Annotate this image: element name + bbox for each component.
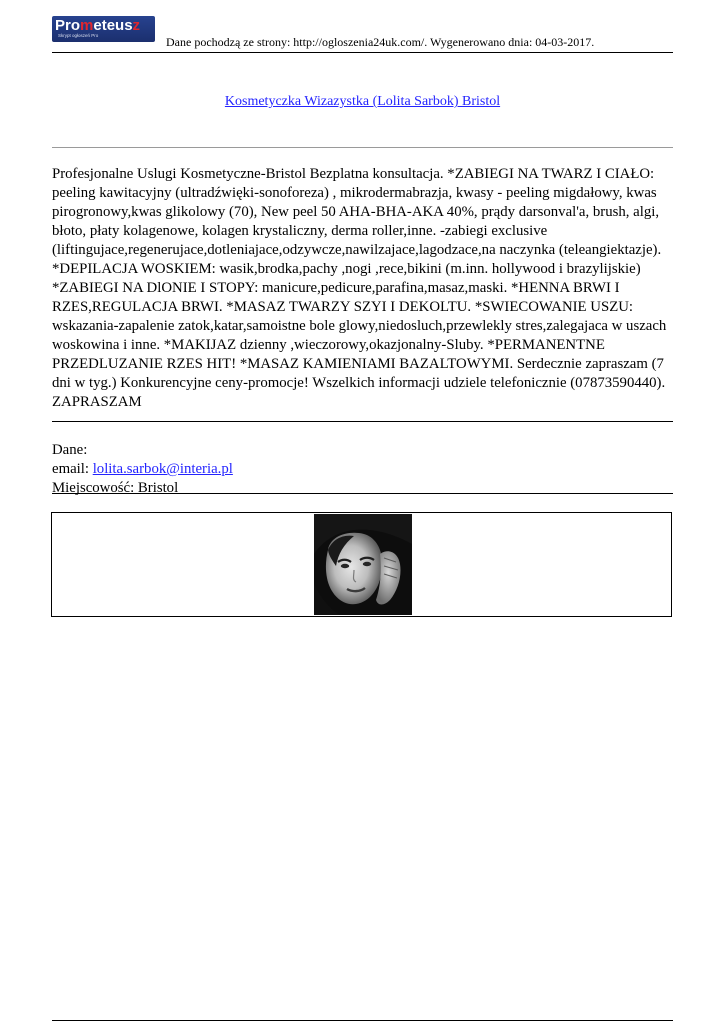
portrait-image bbox=[314, 514, 412, 615]
prometeusz-logo bbox=[52, 16, 155, 42]
description-divider bbox=[52, 421, 673, 422]
contact-divider bbox=[52, 493, 673, 494]
email-line bbox=[52, 460, 233, 479]
footer-divider bbox=[52, 1020, 673, 1021]
listing-photo bbox=[314, 514, 412, 615]
city-label: Miejscowość: bbox=[52, 480, 138, 496]
photo-frame bbox=[51, 512, 672, 617]
city-line bbox=[52, 479, 233, 498]
city-value: Bristol bbox=[137, 480, 179, 496]
listing-title-link[interactable]: Kosmetyczka Wizazystka (Lolita Sarbok) Bristol bbox=[224, 94, 501, 109]
email-link[interactable]: lolita.sarbok@interia.pl bbox=[92, 461, 233, 477]
listing-description: Profesjonalne Uslugi Kosmetyczne-Bristol Bezplatna konsultacja. *ZABIEGI NA TWARZ I CIAŁO: peeling kawitacyjny (ultradźwięki-sonoforeza) , mikrodermabrazja, kwasy - peeling migdałowy, kwas pirogronowy,kwas glikolowy (70), New peel 50 AHA-BHA-AKA 40%, prądy darsonval'a, brush, algi, błoto, płaty kolagenowe, kolagen krystaliczny, derma roller,inne. -zabiegi exclusive (liftingujace,regenerujace,dotleniajace,odzywcze,nawilzajace,lagodzace,na naczynka (teleangiektazje). *DEPILACJA WOSKIEM: wasik,brodka,pachy ,nogi ,rece,bikini (m.inn. hollywood i brazylijskie) *ZABIEGI NA DlONIE I STOPY: manicure,pedicure,parafina,masaz,maski. *HENNA BRWI I RZES,REGULACJA BRWI. *MASAZ TWARZY SZYI I DEKOLTU. *SWIECOWANIE USZU: wskazania-zapalenie zatok,katar,samoistne bole glowy,niedosluch,przewlekly stres,zalegajaca w uszach woskowina i inne. *MAKIJAZ dzienny ,wieczorowy,okazjonalny-Sluby. *PERMANENTNE PRZEDLUZANIE RZES HIT! *MASAZ KAMIENIAMI BAZALTOWYMI. Serdecznie zapraszam (7 dni w tyg.) Konkurencyjne ceny-promocje! Wszelkich informacji udziele telefonicznie (07873590440). ZAPRASZAM bbox=[52, 166, 667, 410]
generation-info: Dane pochodzą ze strony: http://ogloszenia24uk.com/. Wygenerowano dnia: 04-03-2017. bbox=[166, 35, 595, 49]
logo-wordmark: Prometeusz bbox=[55, 17, 141, 34]
contact-block bbox=[52, 441, 233, 498]
logo-tagline: Skrypt ogłoszeń Pro bbox=[58, 33, 99, 38]
title-divider bbox=[52, 147, 673, 148]
contact-heading: Dane: bbox=[52, 442, 88, 458]
email-label: email: bbox=[52, 461, 93, 477]
listing-title-container bbox=[52, 94, 673, 110]
header-divider bbox=[52, 52, 673, 53]
